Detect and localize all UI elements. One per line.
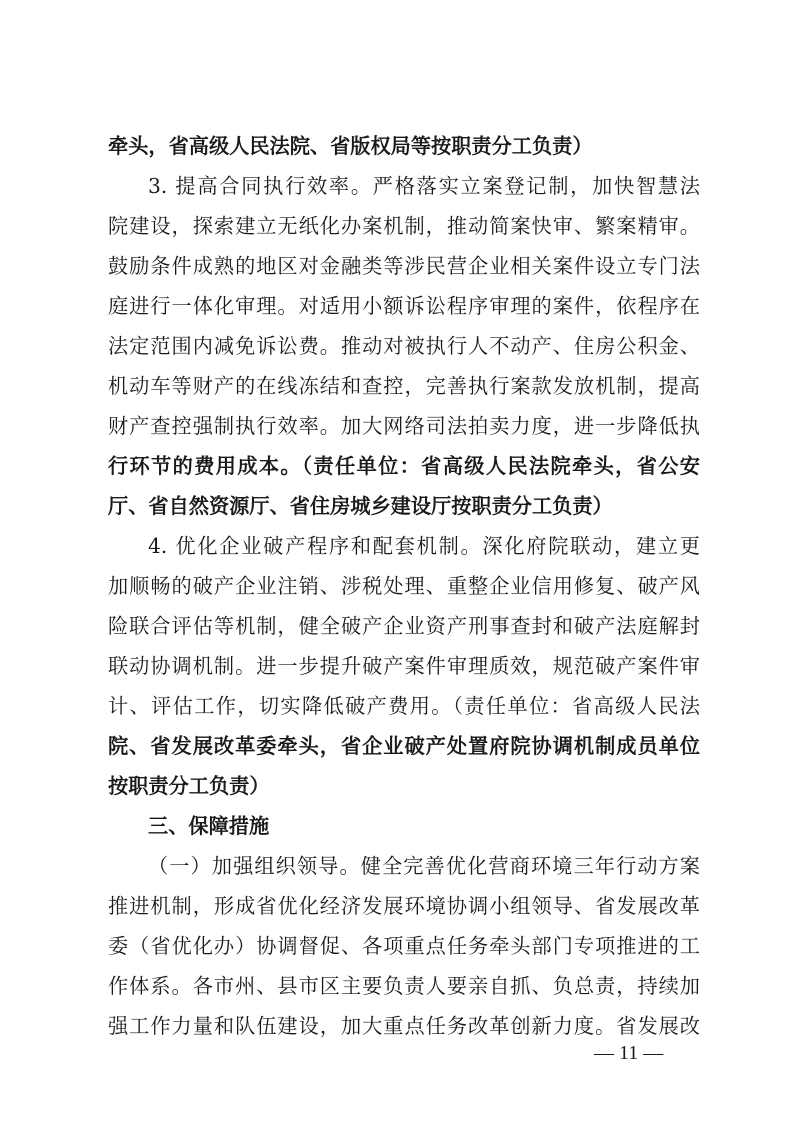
- text-line: 院建设，探索建立无纸化办案机制，推动简案快审、繁案精审。: [108, 214, 700, 238]
- page-number: — 11 —: [594, 1042, 664, 1064]
- text-line: 险联合评估等机制，健全破产企业资产刑事查封和破产法庭解封: [108, 614, 700, 638]
- text-line: 行环节的费用成本。（责任单位：省高级人民法院牵头，省公安: [108, 454, 700, 478]
- text-line: 3. 提高合同执行效率。严格落实立案登记制，加快智慧法: [148, 174, 700, 198]
- text-line: 计、评估工作，切实降低破产费用。（责任单位：省高级人民法: [108, 694, 700, 718]
- text-line: 联动协调机制。进一步提升破产案件审理质效，规范破产案件审: [108, 654, 700, 678]
- text-line: 厅、省自然资源厅、省住房城乡建设厅按职责分工负责）: [108, 494, 613, 518]
- text-line: 法定范围内减免诉讼费。推动对被执行人不动产、住房公积金、: [108, 334, 700, 358]
- text-line: （一）加强组织领导。健全完善优化营商环境三年行动方案: [148, 854, 700, 878]
- section-heading: 三、保障措施: [148, 814, 270, 838]
- text-line: 院、省发展改革委牵头，省企业破产处置府院协调机制成员单位: [108, 734, 700, 758]
- text-line: 委（省优化办）协调督促、各项重点任务牵头部门专项推进的工: [108, 934, 700, 958]
- text-line: 加顺畅的破产企业注销、涉税处理、重整企业信用修复、破产风: [108, 574, 700, 598]
- text-line: 财产查控强制执行效率。加大网络司法拍卖力度，进一步降低执: [108, 414, 700, 438]
- text-line: 按职责分工负责）: [108, 774, 270, 798]
- text-line: 强工作力量和队伍建设，加大重点任务改革创新力度。省发展改: [108, 1014, 700, 1038]
- text-line: 机动车等财产的在线冻结和查控，完善执行案款发放机制，提高: [108, 374, 700, 398]
- text-line: 4. 优化企业破产程序和配套机制。深化府院联动，建立更: [148, 534, 700, 558]
- text-line: 推进机制，形成省优化经济发展环境协调小组领导、省发展改革: [108, 894, 700, 918]
- text-line: 牵头，省高级人民法院、省版权局等按职责分工负责）: [108, 134, 593, 158]
- text-line: 作体系。各市州、县市区主要负责人要亲自抓、负总责，持续加: [108, 974, 700, 998]
- text-line: 庭进行一体化审理。对适用小额诉讼程序审理的案件，依程序在: [108, 294, 700, 318]
- text-line: 鼓励条件成熟的地区对金融类等涉民营企业相关案件设立专门法: [108, 254, 700, 278]
